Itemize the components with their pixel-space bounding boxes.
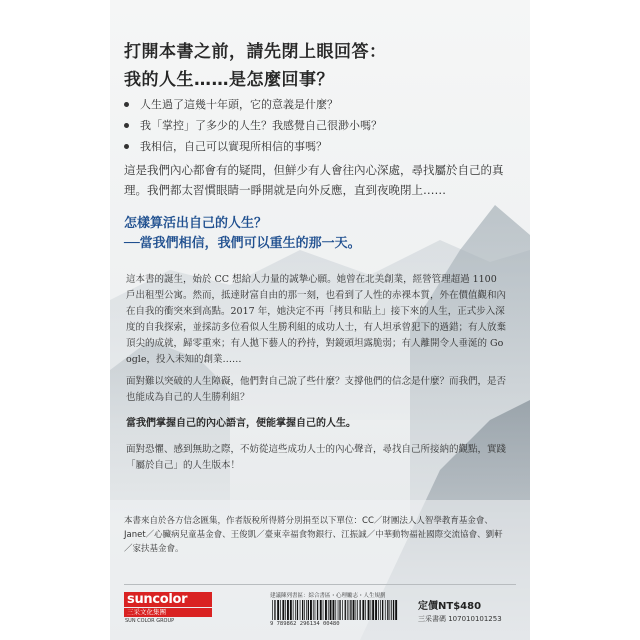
barcode-bar (297, 600, 298, 620)
barcode-bar (362, 600, 364, 620)
barcode-bar (277, 600, 279, 620)
barcode-bar (310, 600, 312, 620)
question-list (124, 94, 504, 157)
donation-note: 本書來自於各方信念匯集，作者版稅所得將分別捐至以下單位：CC／財團法人人智學教育基金會、Janet／心臟病兒童基金會、王俊凱／臺東幸福食物銀行、江振誠／中華動物福祉國際交流協會、劉軒／家扶基金會。 (124, 516, 503, 554)
barcode-bar (285, 600, 286, 620)
barcode-bar (360, 600, 361, 620)
barcode-bar (280, 600, 281, 620)
barcode-bar (339, 600, 340, 620)
barcode-bar (356, 600, 357, 620)
barcode-bar (382, 600, 383, 620)
book-code: 三采書碼 107010101253 (418, 615, 502, 623)
barcode-bar (342, 600, 343, 620)
barcode-bar (315, 600, 316, 620)
barcode-bar (353, 600, 355, 620)
barcode-bar (347, 600, 348, 620)
barcode-bar (378, 600, 379, 620)
barcode-bar (295, 600, 296, 620)
barcode-bar (330, 600, 332, 620)
barcode-bar (333, 600, 335, 620)
barcode-bar (365, 600, 366, 620)
question-text: 我相信，自己可以實現所相信的事嗎？ (140, 140, 327, 153)
barcode-bar (375, 600, 377, 620)
bullet-icon (124, 123, 129, 128)
isbn-number: 9 789862 296134 00480 (270, 621, 340, 627)
barcode-bar (282, 600, 284, 620)
subheading (124, 214, 524, 254)
footer-divider (124, 584, 516, 585)
subheading-line-2: ──當我們相信，我們可以重生的那一天。 (124, 236, 361, 251)
barcode-bar (372, 600, 374, 620)
barcode-bar (393, 600, 394, 620)
barcode-bar (338, 600, 339, 620)
publisher-logo (124, 592, 212, 626)
logo-brand-text: suncolor (124, 592, 212, 607)
isbn-barcode (270, 600, 400, 620)
barcode-bar (390, 600, 391, 620)
barcode-bar (287, 600, 289, 620)
barcode-bar (325, 600, 327, 620)
closing-paragraph: 面對恐懼、感到無助之際，不妨從這些成功人士的內心聲音，尋找自己所接納的觀點，實踐「屬於自己」的人生版本！ (126, 444, 507, 471)
shelving-category: 建議陳列書區：綜合書區・心理勵志・人生規劃 (270, 593, 386, 599)
barcode-bar (380, 600, 381, 620)
barcode-bar (308, 600, 309, 620)
barcode-bar (272, 600, 273, 620)
barcode-bar (274, 600, 275, 620)
barcode-bar (302, 600, 303, 620)
barcode-bar (387, 600, 388, 620)
barcode-bar (317, 600, 318, 620)
question-item (124, 115, 504, 136)
question-text: 我「掌控」了多少的人生？我感覺自己很渺小嗎？ (140, 119, 382, 132)
logo-chinese-name: 三采文化集團 (124, 608, 212, 617)
barcode-bar (357, 600, 358, 620)
barcode-bar (328, 600, 329, 620)
barcode-bar (306, 600, 307, 620)
barcode-bar (293, 600, 294, 620)
body-text (126, 272, 506, 474)
barcode-bar (385, 600, 386, 620)
barcode-bar (304, 600, 305, 620)
story-paragraph: 這本書的誕生，始於 CC 想給人力量的誠摯心願。她曾在北美創業，經營管理超過 1100 戶出租型公寓。然而，抵達財富自由的那一刻，也看到了人性的赤裸本質，外在價值觀和內在自我的衝突來到高點。2017 年，她決定不再「拷貝和貼上」接下來的人生，正式步入深度的自我探索，並採訪多位看似人生勝利組的成功人士，有人坦承曾犯下的過錯；有人放棄頂尖的成就，歸零重來；有人拋下藝人的矜持，對鏡頭坦露脆弱；有人離開令人垂涎的 Google，投入未知的創業…… (126, 274, 507, 365)
headline-line-1: 打開本書之前，請先閉上眼回答： (124, 42, 387, 62)
barcode-bar (395, 600, 397, 620)
question-item (124, 94, 504, 115)
logo-group-name: SUN COLOR GROUP (125, 618, 175, 624)
barcode-bar (300, 600, 301, 620)
question-item (124, 136, 504, 157)
barcode-bar (323, 600, 324, 620)
barcode-bar (349, 600, 350, 620)
barcode-bar (345, 600, 346, 620)
barcode-block (270, 592, 408, 630)
subheading-line-1: 怎樣算活出自己的人生？ (124, 216, 268, 231)
barcode-bar (350, 600, 351, 620)
intro-paragraph: 這是我們內心都會有的疑問，但鮮少有人會往內心深處，尋找屬於自己的真理。我們都太習慣眼睛一睜開就是向外反應，直到夜晚閉上…… (124, 163, 504, 197)
barcode-bar (371, 600, 372, 620)
emphasis-paragraph: 當我們掌握自己的內心語言，便能掌握自己的人生。 (126, 418, 356, 429)
barcode-bar (313, 600, 314, 620)
price-block (418, 600, 528, 625)
book-back-cover (110, 0, 530, 640)
barcode-bar (391, 600, 392, 620)
headline (124, 38, 524, 94)
headline-line-2: 我的人生……是怎麼回事？ (124, 70, 334, 90)
question-text: 人生過了這幾十年頭，它的意義是什麼？ (140, 98, 338, 111)
bullet-icon (124, 102, 129, 107)
bullet-icon (124, 144, 129, 149)
barcode-bar (320, 600, 322, 620)
barcode-bar (368, 600, 370, 620)
barcode-bar (335, 600, 336, 620)
barcode-bar (290, 600, 292, 620)
question-paragraph: 面對難以突破的人生障礙，他們對自己說了些什麼？支撐他們的信念是什麼？而我們，是否也能成為自己的人生勝利組？ (126, 376, 507, 403)
price-label: 定價NT$480 (418, 601, 482, 612)
